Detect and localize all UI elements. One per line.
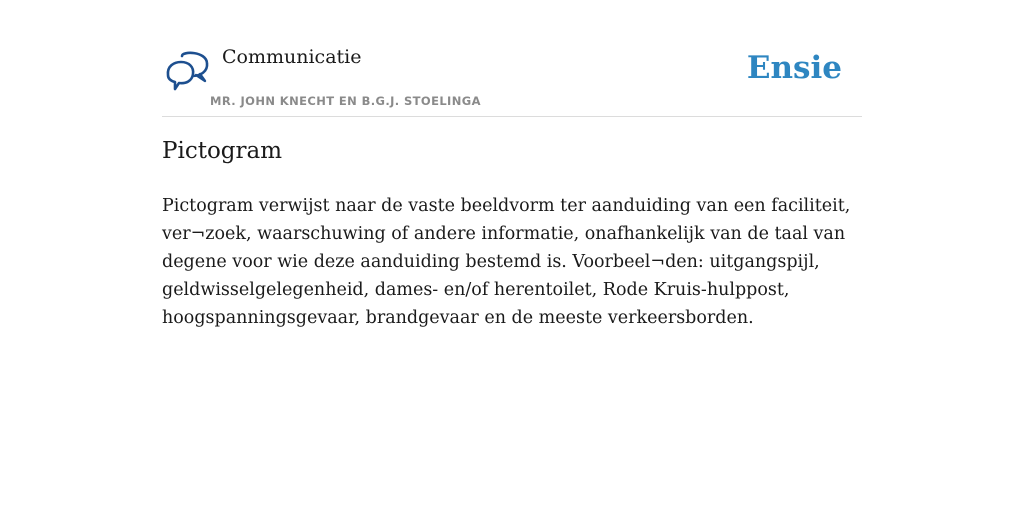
category-label[interactable]: Communicatie [222,46,362,68]
body-line: degene voor wie deze aanduiding bestemd is. Voorbeel¬den: uitgangspijl, [162,252,820,272]
page-title: Pictogram [162,138,283,164]
body-line: ver¬zoek, waarschuwing of andere informatie, onafhankelijk van de taal van [162,224,846,244]
speech-bubbles-icon[interactable] [164,50,210,94]
body-line: hoogspanningsgevaar, brandgevaar en de meeste verkeersborden. [162,308,754,328]
article-body [162,192,862,332]
brand-logo[interactable]: Ensie [746,50,842,86]
header [162,40,862,117]
body-line: Pictogram verwijst naar de vaste beeldvorm ter aanduiding van een faciliteit, [162,196,851,216]
authors-label: MR. JOHN KNECHT EN B.G.J. STOELINGA [210,94,481,108]
body-line: geldwisselgelegenheid, dames- en/of herentoilet, Rode Kruis-hulppost, [162,280,790,300]
